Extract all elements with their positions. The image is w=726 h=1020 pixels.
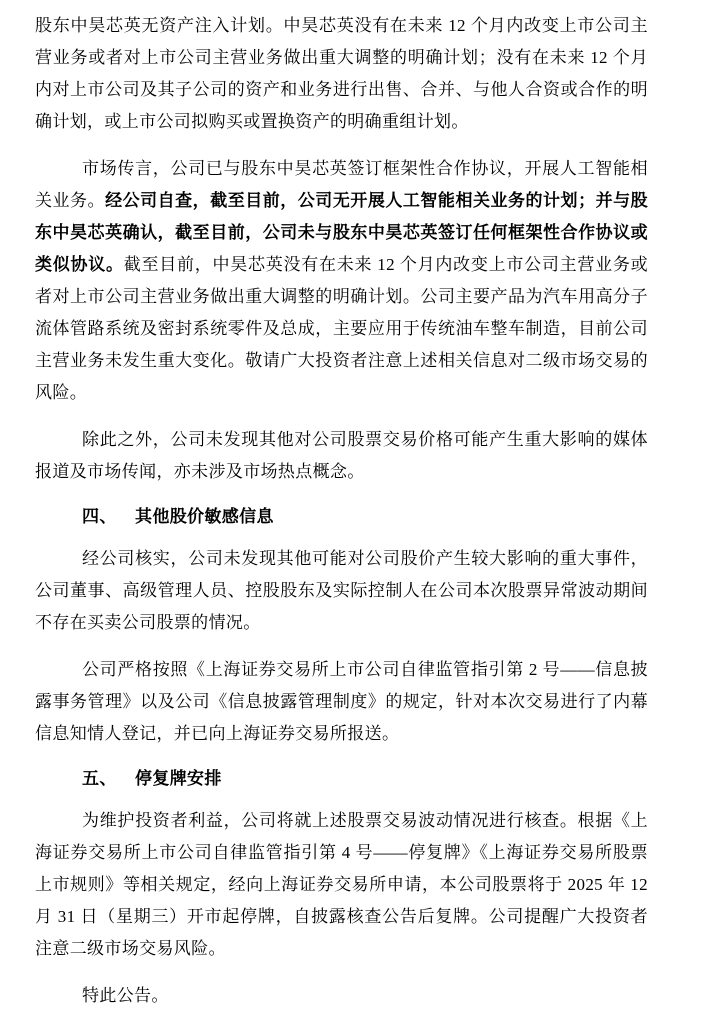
- paragraph: [35, 654, 648, 750]
- paragraph: [35, 10, 648, 138]
- text-run: 市场传言，公司已与股东中昊芯英签订框架性合作协议，开展人工智能相关业务。: [35, 159, 648, 210]
- section-heading: [35, 501, 648, 533]
- text-run: 股东中昊芯英无资产注入计划。中昊芯英没有在未来 12 个月内改变上市公司主营业务或者对上市公司主营业务做出重大调整的明确计划；没有在未来 12 个月内对上市公司及其子公司的资产和业务进行出售、合并、与他人合资或合作的明确计划，或上市公司拟购买或置换资产的明确重组计划。: [35, 16, 648, 131]
- section-title: 其他股价敏感信息: [135, 507, 274, 526]
- section-number: 五、: [82, 769, 117, 788]
- text-run: 截至目前，中昊芯英没有在未来 12 个月内改变上市公司主营业务或者对上市公司主营业务做出重大调整的明确计划。公司主要产品为汽车用高分子流体管路系统及密封系统零件及总成，主要应用于传统油车整车制造，目前公司主营业务未发生重大变化。敬请广大投资者注意上述相关信息对二级市场交易的风险。: [35, 255, 649, 402]
- paragraph: [35, 424, 648, 488]
- paragraph: [35, 980, 648, 1012]
- section-heading: [35, 763, 648, 795]
- section-title: 停复牌安排: [135, 769, 222, 788]
- paragraph: [35, 543, 648, 639]
- section-number: 四、: [82, 507, 117, 526]
- text-run: 为维护投资者利益，公司将就上述股票交易波动情况进行核查。根据《上海证券交易所上市公司自律监管指引第 4 号——停复牌》《上海证券交易所股票上市规则》等相关规定，经向上海证券交易所申请，本公司股票将于 2025 年 12 月 31 日（星期三）开市起停牌，自披露核查公告后复牌。公司提醒广大投资者注意二级市场交易风险。: [35, 811, 648, 958]
- paragraph: [35, 153, 648, 409]
- text-run: 特此公告。: [82, 986, 169, 1005]
- paragraph: [35, 805, 648, 965]
- text-run: 除此之外，公司未发现其他对公司股票交易价格可能产生重大影响的媒体报道及市场传闻，亦未涉及市场热点概念。: [35, 430, 648, 481]
- text-run: 公司严格按照《上海证券交易所上市公司自律监管指引第 2 号——信息披露事务管理》以及公司《信息披露管理制度》的规定，针对本次交易进行了内幕信息知情人登记，并已向上海证券交易所报送。: [35, 660, 648, 743]
- text-run: 经公司核实，公司未发现其他可能对公司股价产生较大影响的重大事件，公司董事、高级管理人员、控股股东及实际控制人在公司本次股票异常波动期间不存在买卖公司股票的情况。: [35, 549, 648, 632]
- emphasized-text-run: 经公司自查，截至目前，公司无开展人工智能相关业务的计划；并与股东中昊芯英确认，截至目前，公司未与股东中昊芯英签订任何框架性合作协议或类似协议。: [35, 191, 648, 274]
